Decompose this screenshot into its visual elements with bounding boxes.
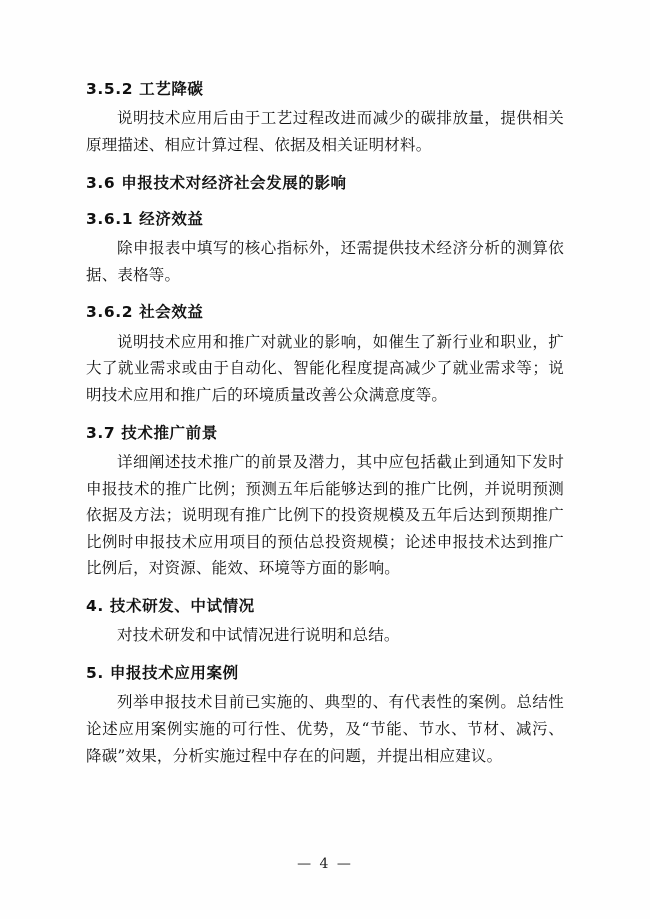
paragraph-5: 列举申报技术目前已实施的、典型的、有代表性的案例。总结性论述应用案例实施的可行性、优势，及“节能、节水、节材、减污、降碳”效果，分析实施过程中存在的问题，并提出相应建议。	[86, 693, 564, 765]
paragraph-3-7: 详细阐述技术推广的前景及潜力，其中应包括截止到通知下发时申报技术的推广比例；预测五年后能够达到的推广比例，并说明预测依据及方法；说明现有推广比例下的投资规模及五年后达到预期推广比例时申报技术应用项目的预估总投资规模；论述申报技术达到推广比例后，对资源、能效、环境等方面的影响。	[86, 452, 564, 578]
section-heading-4: 4. 技术研发、中试情况	[86, 597, 255, 616]
paragraph-3-6-2: 说明技术应用和推广对就业的影响，如催生了新行业和职业，扩大了就业需求或由于自动化、智能化程度提高减少了就业需求等；说明技术应用和推广后的环境质量改善公众满意度等。	[86, 332, 564, 404]
section-heading-3-6-2: 3.6.2 社会效益	[86, 303, 204, 322]
section-heading-3-5-2: 3.5.2 工艺降碳	[86, 80, 204, 98]
section-heading-3-6: 3.6 申报技术对经济社会发展的影响	[86, 173, 347, 192]
paragraph-3-5-2: 说明技术应用后由于工艺过程改进而减少的碳排放量，提供相关原理描述、相应计算过程、依据及相关证明材料。	[86, 109, 564, 154]
document-body	[86, 78, 564, 771]
section-heading-5: 5. 申报技术应用案例	[86, 664, 239, 683]
page-number-footer: — 4 —	[297, 856, 353, 872]
paragraph-4: 对技术研发和中试情况进行说明和总结。	[117, 626, 400, 645]
section-heading-3-6-1: 3.6.1 经济效益	[86, 209, 204, 228]
section-heading-3-7: 3.7 技术推广前景	[86, 423, 218, 442]
paragraph-3-6-1: 除申报表中填写的核心指标外，还需提供技术经济分析的测算依据、表格等。	[86, 239, 564, 284]
